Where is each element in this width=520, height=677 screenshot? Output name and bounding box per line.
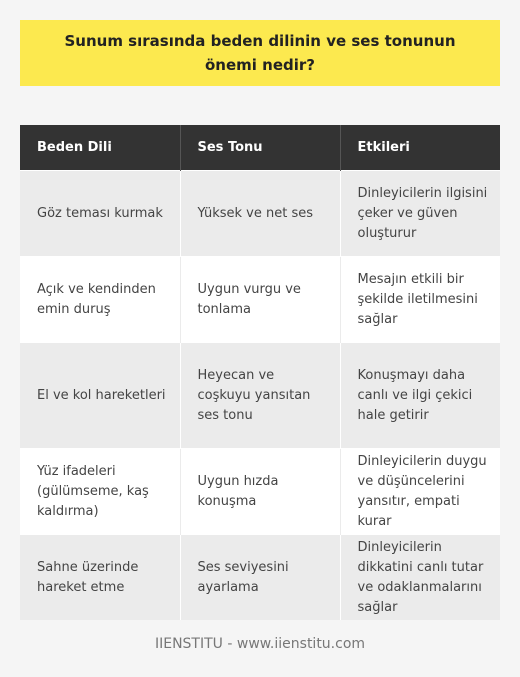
table-cell: Yüksek ve net ses	[180, 171, 340, 257]
header-beden-dili: Beden Dili	[20, 125, 180, 171]
table-row	[20, 535, 500, 621]
table-cell: El ve kol hareketleri	[20, 343, 180, 449]
page-title: Sunum sırasında beden dilinin ve ses tonunun önemi nedir?	[64, 32, 456, 74]
header-etkileri: Etkileri	[340, 125, 500, 171]
table-cell: Göz teması kurmak	[20, 171, 180, 257]
table-row	[20, 257, 500, 343]
title-banner	[20, 20, 500, 86]
table-row	[20, 171, 500, 257]
table-cell: Dinleyicilerin dikkatini canlı tutar ve odaklanmalarını sağlar	[340, 535, 500, 621]
table-cell: Açık ve kendinden emin duruş	[20, 257, 180, 343]
table-cell: Uygun vurgu ve tonlama	[180, 257, 340, 343]
table-header-row	[20, 125, 500, 171]
table-cell: Mesajın etkili bir şekilde iletilmesini sağlar	[340, 257, 500, 343]
table-cell: Sahne üzerinde hareket etme	[20, 535, 180, 621]
table-cell: Dinleyicilerin ilgisini çeker ve güven oluşturur	[340, 171, 500, 257]
table-cell: Yüz ifadeleri (gülümseme, kaş kaldırma)	[20, 449, 180, 535]
footer-credit: IIENSTITU - www.iienstitu.com	[154, 636, 366, 652]
table-cell: Uygun hızda konuşma	[180, 449, 340, 535]
table-cell: Dinleyicilerin duygu ve düşüncelerini yansıtır, empati kurar	[340, 449, 500, 535]
table-cell: Ses seviyesini ayarlama	[180, 535, 340, 621]
table-cell: Heyecan ve coşkuyu yansıtan ses tonu	[180, 343, 340, 449]
table-cell: Konuşmayı daha canlı ve ilgi çekici hale getirir	[340, 343, 500, 449]
header-ses-tonu: Ses Tonu	[180, 125, 340, 171]
table-row	[20, 449, 500, 535]
comparison-table	[20, 125, 500, 620]
table-row	[20, 343, 500, 449]
